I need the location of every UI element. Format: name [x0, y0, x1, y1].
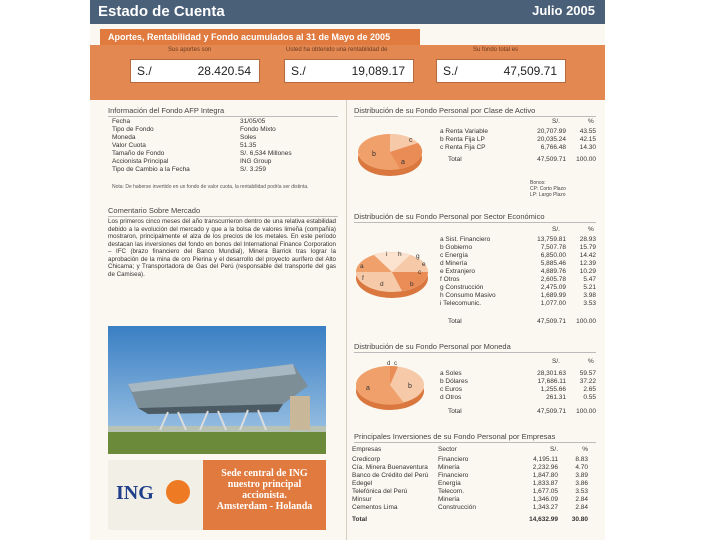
inv-company: Banco de Crédito del Perú	[352, 472, 429, 479]
fund-info-label: Valor Cuota	[112, 142, 146, 149]
inv-pct: 3.89	[575, 472, 588, 479]
ing-logo: ING	[116, 482, 154, 504]
inv-pct: 3.53	[575, 488, 588, 495]
fund-info-value: ING Group	[240, 158, 272, 165]
pie-letter: g	[416, 253, 420, 260]
ing-caption	[203, 460, 326, 530]
pie-letter: d	[387, 361, 391, 367]
sector-pct: 5.21	[583, 284, 596, 291]
comment-title: Comentario Sobre Mercado	[108, 206, 338, 217]
sector-pct: 12.39	[579, 260, 596, 267]
sector-total-value: 47,509.71	[537, 318, 566, 325]
pie-letter: b	[408, 383, 412, 390]
comment-text: Los primeros cinco meses del año transcurrieron dentro de una relativa estabilidad debido a la evolución del mercado y que a la bolsa de valores limeña (compañía) mostraron, principalmente el alza de los precios de los metales. En este período destacan las inversiones del fondo en bonos del International Finance Corporation – IFC (brazo financiero del Banco Mundial), Minera Barrick tras lograr la aprobación de la mina de oro Pierina y el desarrollo del proyecto aurífero del Alto Chicama; y Transportadora de Gas del Perú (responsable del transporte del gas de Camisea).	[108, 218, 336, 278]
inv-value: 4,195.11	[533, 456, 558, 463]
fund-info-value: S/. 3.259	[240, 166, 267, 173]
pie-letter: a	[366, 385, 370, 392]
column-divider	[346, 100, 347, 540]
asset-label: b Renta Fija LP	[440, 136, 485, 143]
currency-total-label: Total	[448, 408, 462, 415]
currency-pct: 0.55	[583, 394, 596, 401]
pie-letter: e	[422, 261, 426, 268]
inv-company: Cía. Minera Buenaventura	[352, 464, 428, 471]
sector-value: 6,850.00	[540, 252, 566, 259]
currency-total-value: 47,509.71	[537, 408, 566, 415]
currency-label: b Dólares	[440, 378, 468, 385]
kpi-currency: S./	[443, 64, 458, 78]
pie-letter: d	[380, 281, 384, 288]
sector-value: 2,475.09	[540, 284, 566, 291]
asset-label: c Renta Fija CP	[440, 144, 486, 151]
inv-sector: Financiero	[438, 472, 469, 479]
asset-total-label: Total	[448, 156, 462, 163]
col-header: S/.	[552, 358, 560, 365]
kpi-value: 19,089.17	[351, 64, 405, 78]
asset-pct: 43.55	[579, 128, 596, 135]
sector-label: i Telecomunic.	[440, 300, 482, 307]
sector-pct: 10.29	[579, 268, 596, 275]
currency-label: c Euros	[440, 386, 463, 393]
kpi-aportes	[130, 59, 260, 83]
fund-info-value: 31/05/05	[240, 118, 266, 125]
ing-caption-line: nuestro principal	[227, 479, 302, 490]
legend-line: LP: Largo Plazo	[530, 192, 566, 198]
statement-date: Julio 2005	[532, 3, 595, 18]
pie-letter: c	[409, 137, 413, 144]
kpi-fondo	[436, 59, 566, 83]
inv-header: %	[582, 446, 588, 453]
sector-pct: 28.93	[579, 236, 596, 243]
inv-value: 1,833.87	[532, 480, 558, 487]
inv-sector: Construcción	[438, 504, 476, 511]
sector-total-label: Total	[448, 318, 462, 325]
asset-pct: 14.30	[579, 144, 596, 151]
kpi-rentabilidad	[284, 59, 414, 83]
sector-label: c Energía	[440, 252, 468, 259]
pie-letter: h	[398, 251, 402, 258]
fund-info-value: 51.35	[240, 142, 257, 149]
sector-label: a Sist. Financiero	[440, 236, 491, 243]
ing-caption-line: Sede central de ING	[221, 468, 308, 479]
sector-value: 1,077.00	[540, 300, 566, 307]
investments-title: Principales Inversiones de su Fondo Personal por Empresas	[354, 432, 596, 443]
inv-header: Empresas	[352, 446, 382, 453]
kpi-value: 47,509.71	[503, 64, 557, 78]
asset-value: 20,707.99	[537, 128, 566, 135]
sector-total-pct: 100.00	[576, 318, 596, 325]
pie-letter: c	[418, 269, 422, 276]
asset-label: a Renta Variable	[440, 128, 488, 135]
fund-info-note: Nota: De haberse invertido en un fondo de valor cuota, la rentabilidad podría ser distinta.	[112, 184, 309, 190]
fund-info-value: S/. 6,534 Millones	[240, 150, 292, 157]
building-illustration	[108, 326, 326, 454]
fund-info-label: Tipo de Cambio a la Fecha	[112, 166, 190, 173]
inv-pct: 8.83	[575, 456, 588, 463]
currency-value: 17,686.11	[537, 378, 566, 385]
fund-info-label: Moneda	[112, 134, 136, 141]
inv-value: 1,677.05	[532, 488, 558, 495]
pie-letter: f	[362, 275, 364, 282]
inv-total-pct: 30.80	[571, 516, 588, 523]
kpi-label-aportes: Sus aportes son	[168, 47, 212, 53]
inv-value: 1,346.09	[532, 496, 558, 503]
inv-company: Telefónica del Perú	[352, 488, 408, 495]
currency-total-pct: 100.00	[576, 408, 596, 415]
lion-icon	[166, 480, 190, 504]
sector-label: e Extranjero	[440, 268, 476, 275]
fund-info-value: Fondo Mixto	[240, 126, 276, 133]
col-header: S/.	[552, 118, 560, 125]
inv-value: 2,232.96	[532, 464, 558, 471]
inv-sector: Telecom.	[438, 488, 465, 495]
pie-letter: c	[394, 361, 397, 367]
ing-caption-line: accionista.	[242, 490, 287, 501]
pie-letter: b	[372, 151, 376, 158]
inv-company: Minsur	[352, 496, 372, 503]
inv-total-value: 14,632.99	[529, 516, 558, 523]
fund-info-label: Fecha	[112, 118, 131, 125]
currency-pct: 59.57	[579, 370, 596, 377]
sector-label: b Gobierno	[440, 244, 473, 251]
currency-title: Distribución de su Fondo Personal por Moneda	[354, 342, 596, 353]
fund-info-table	[112, 118, 332, 188]
asset-total-value: 47,509.71	[537, 156, 566, 163]
kpi-label-rentabilidad: Usted ha obtenido una rentabilidad de	[286, 47, 388, 53]
asset-class-title: Distribución de su Fondo Personal por Clase de Activo	[354, 106, 596, 117]
inv-header: Sector	[438, 446, 457, 453]
pie-letter: b	[410, 281, 414, 288]
inv-sector: Financiero	[438, 456, 469, 463]
currency-label: a Soles	[440, 370, 462, 377]
asset-value: 6,766.48	[540, 144, 566, 151]
pie-letter: i	[386, 251, 388, 258]
currency-pct: 37.22	[579, 378, 596, 385]
sector-value: 1,689.99	[540, 292, 566, 299]
sector-value: 7,507.78	[540, 244, 566, 251]
sector-value: 5,885.46	[540, 260, 566, 267]
currency-value: 1,255.66	[540, 386, 566, 393]
inv-value: 1,847.80	[532, 472, 558, 479]
statement-title: Estado de Cuenta	[98, 3, 225, 20]
col-header: %	[588, 118, 594, 125]
kpi-currency: S./	[291, 64, 306, 78]
sector-label: f Otros	[440, 276, 460, 283]
legend-line: CP: Corto Plazo	[530, 186, 566, 192]
asset-value: 20,035.24	[537, 136, 566, 143]
inv-pct: 2.84	[575, 496, 588, 503]
sector-title: Distribución de su Fondo Personal por Sector Económico	[354, 212, 596, 223]
col-header: %	[588, 226, 594, 233]
sector-value: 4,889.76	[540, 268, 566, 275]
inv-value: 1,343.27	[532, 504, 558, 511]
sector-label: h Consumo Masivo	[440, 292, 496, 299]
summary-banner: Aportes, Rentabilidad y Fondo acumulados al 31 de Mayo de 2005	[100, 29, 420, 45]
sector-pct: 5.47	[583, 276, 596, 283]
kpi-value: 28.420.54	[197, 64, 251, 78]
sector-label: g Construcción	[440, 284, 484, 291]
kpi-label-fondo: Su fondo total es	[473, 47, 519, 53]
currency-pie	[352, 358, 432, 414]
statement-page	[90, 0, 605, 540]
asset-total-pct: 100.00	[576, 156, 596, 163]
ing-logo-block	[108, 460, 326, 530]
sector-pct: 3.98	[583, 292, 596, 299]
fund-info-label: Tipo de Fondo	[112, 126, 154, 133]
fund-info-title: Información del Fondo AFP Integra	[108, 106, 338, 117]
inv-company: Credicorp	[352, 456, 381, 463]
asset-class-pie	[352, 122, 432, 182]
inv-sector: Energía	[438, 480, 461, 487]
pie-letter: a	[401, 159, 405, 166]
inv-total-label: Total	[352, 516, 368, 523]
col-header: S/.	[552, 226, 560, 233]
asset-legend	[530, 180, 566, 198]
kpi-band	[90, 45, 605, 100]
fund-info-label: Accionista Principal	[112, 158, 169, 165]
sector-pct: 14.42	[579, 252, 596, 259]
currency-value: 261.31	[546, 394, 566, 401]
ing-caption-line: Amsterdam - Holanda	[216, 501, 313, 512]
currency-value: 28,301.63	[537, 370, 566, 377]
inv-pct: 2.84	[575, 504, 588, 511]
sector-value: 2,605.78	[540, 276, 566, 283]
ing-building-photo	[108, 326, 326, 454]
inv-pct: 4.70	[575, 464, 588, 471]
inv-sector: Minería	[438, 496, 460, 503]
sector-label: d Minería	[440, 260, 468, 267]
fund-info-value: Soles	[240, 134, 257, 141]
inv-company: Cementos Lima	[352, 504, 398, 511]
pie-letter: a	[360, 263, 364, 270]
currency-pct: 2.65	[583, 386, 596, 393]
legend-line: Bonos:	[530, 180, 546, 186]
sector-value: 13,759.81	[537, 236, 566, 243]
inv-company: Edegel	[352, 480, 373, 487]
header-bar	[90, 0, 605, 24]
col-header: %	[588, 358, 594, 365]
inv-sector: Minería	[438, 464, 460, 471]
sector-pct: 15.79	[579, 244, 596, 251]
currency-label: d Otros	[440, 394, 462, 401]
kpi-currency: S./	[137, 64, 152, 78]
sector-pct: 3.53	[583, 300, 596, 307]
sector-pie	[352, 244, 436, 302]
fund-info-label: Tamaño de Fondo	[112, 150, 165, 157]
inv-header: S/.	[550, 446, 558, 453]
asset-pct: 42.15	[579, 136, 596, 143]
inv-pct: 3.86	[575, 480, 588, 487]
